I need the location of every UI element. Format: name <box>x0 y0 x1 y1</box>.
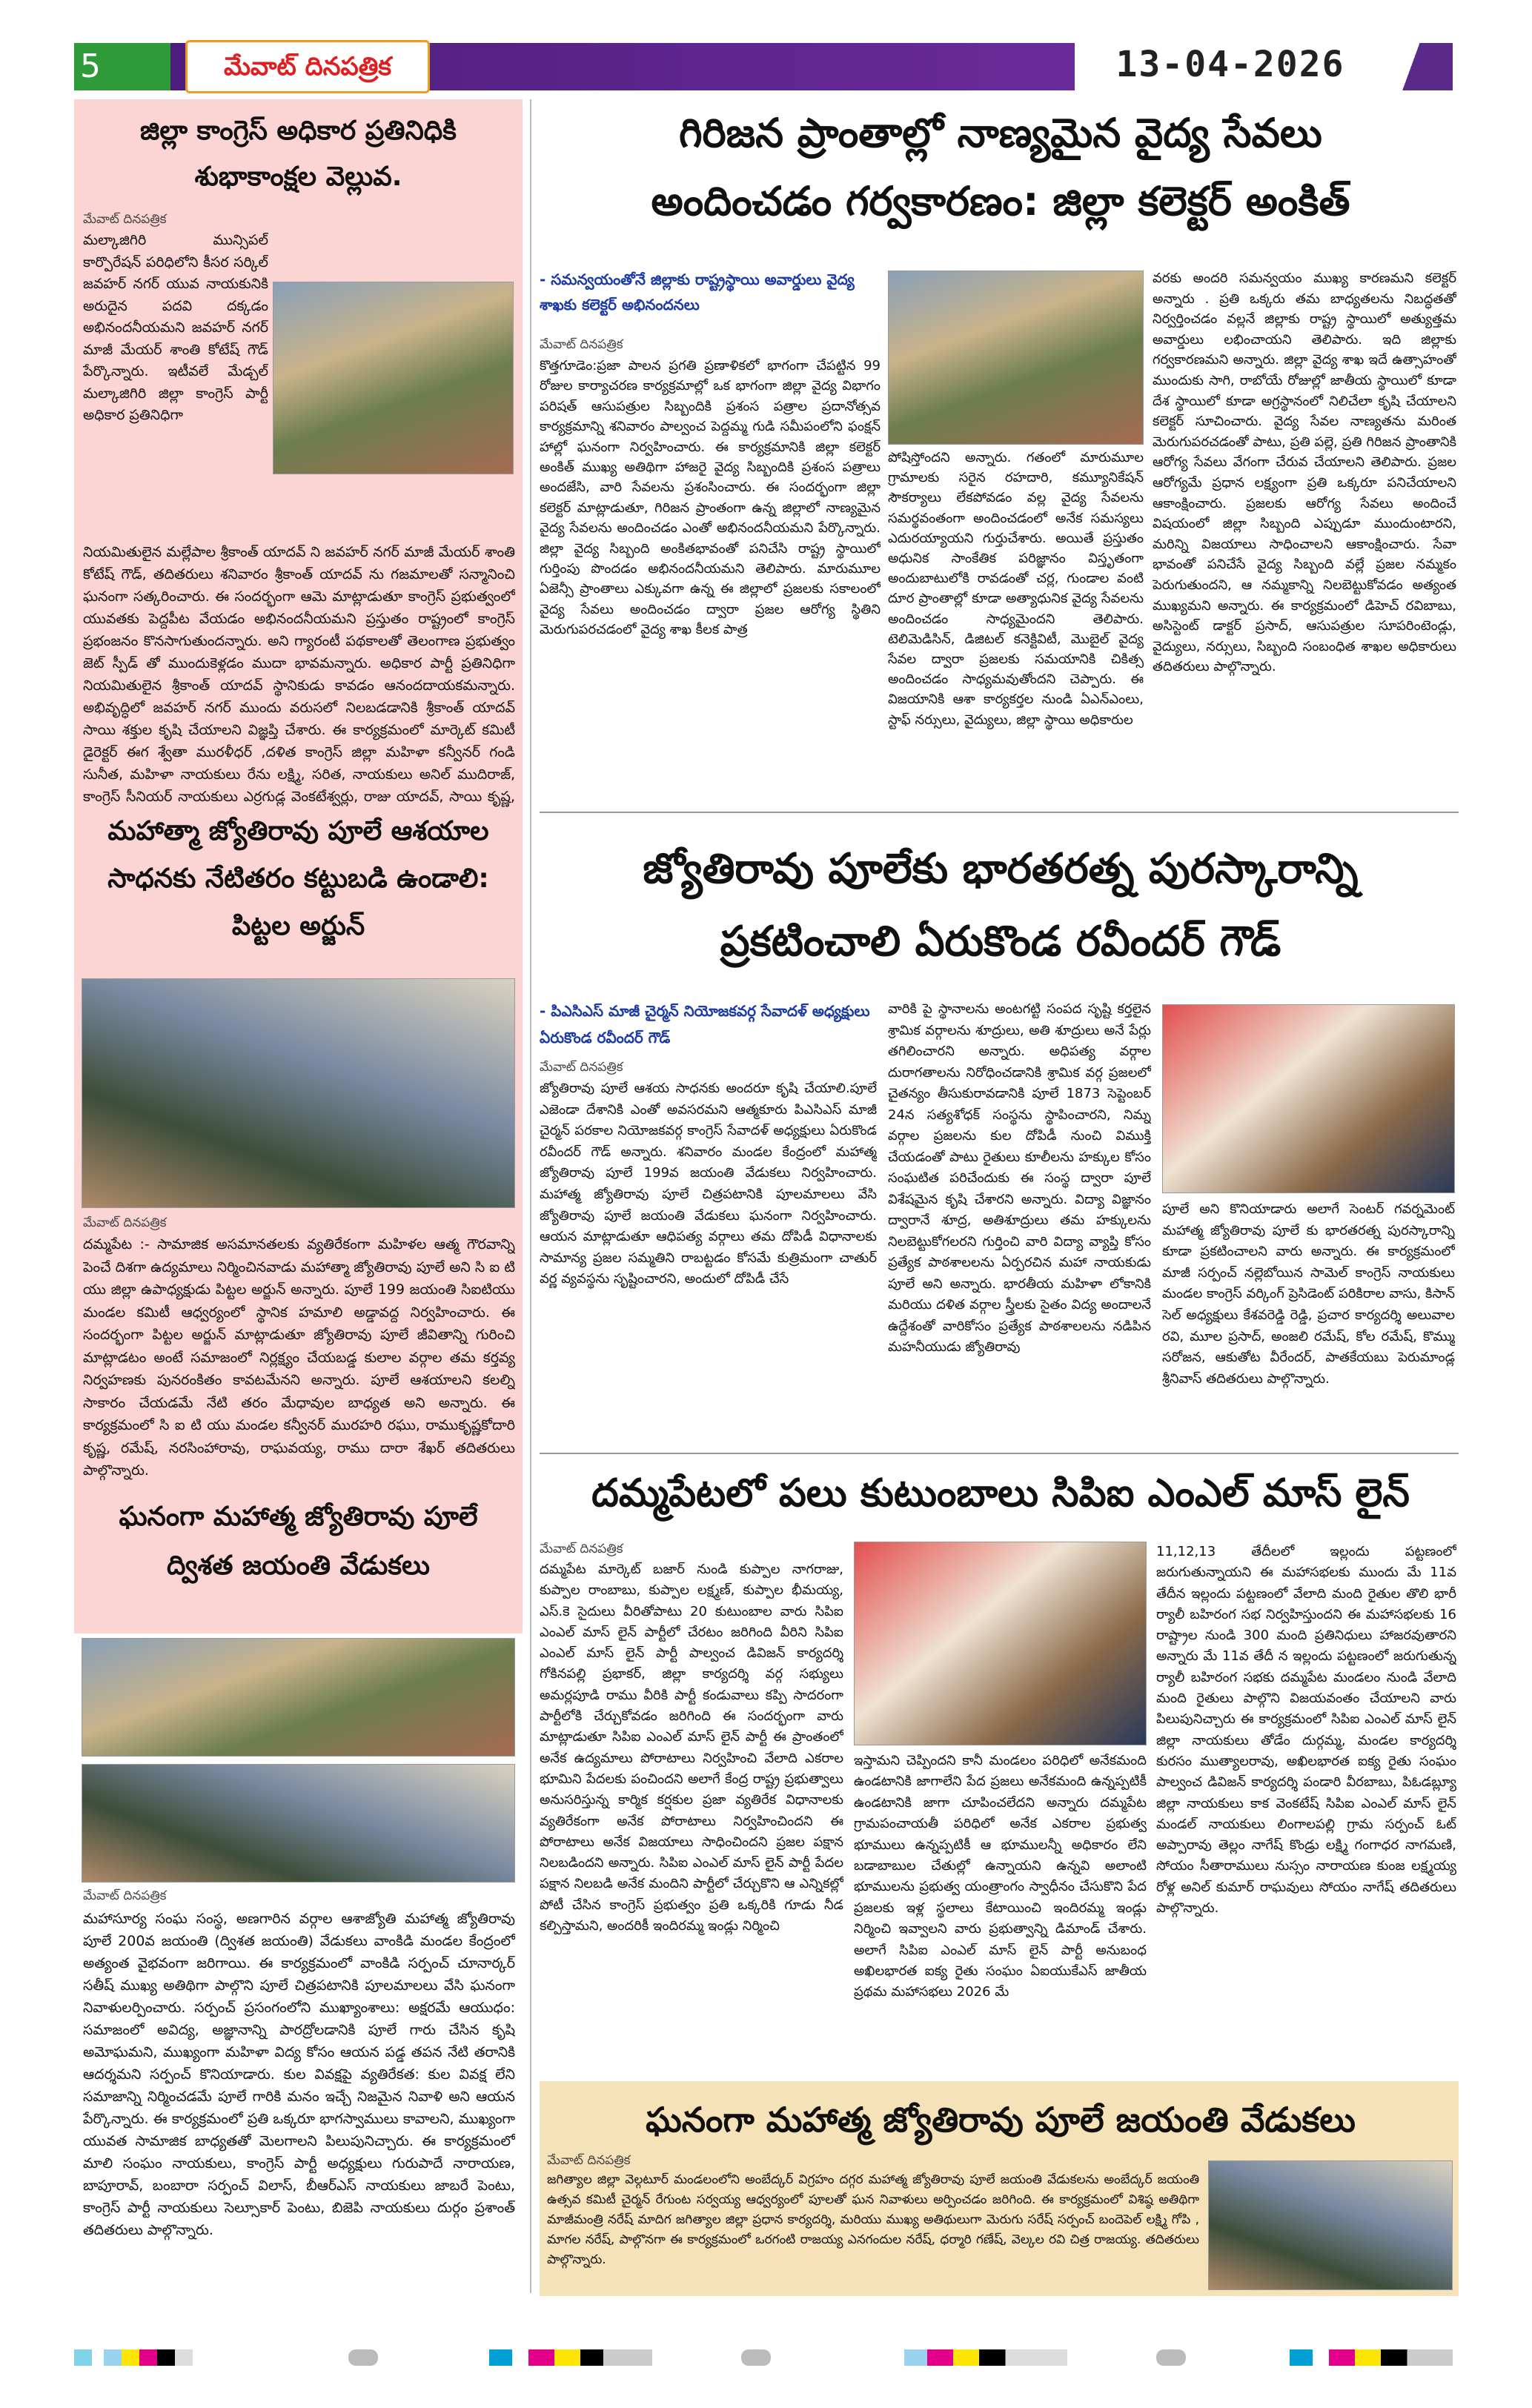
section-divider-2 <box>540 1453 1459 1454</box>
lead-byline: మేవాట్ దినపత్రిక <box>540 337 623 352</box>
jayanti-headline: ఘనంగా మహాత్మ జ్యోతిరావు పూలే జయంతి వేడుకలు <box>646 2100 1356 2140</box>
sidebar-story3-body: మహాసూర్య సంఘ సంస్థ, అణగారిన వర్గాల ఆశాజ్యోతి మహాత్మ జ్యోతిరావు పూలే 200వ జయంతి (ద్విశత జయంతి) వేడుకలు వాంకిడి మండల కేంద్రంలో అత్యంత వైభవంగా జరిగాయి. ఈ కార్యక్రమంలో వాంకిడి సర్పంచ్ చూనార్కర్ సతీష్ ముఖ్య అతిథిగా పాల్గొని పూలే చిత్రపటానికి పూలమాలలు వేసి ఘనంగా నివాళులర్పించారు. సర్పంచ్ ప్రసంగంలోని ముఖ్యాంశాలు: అక్షరమే ఆయుధం: సమాజంలో అవిద్య, అజ్ఞానాన్ని పారద్రోలడానికి పూలే గారు చేసిన కృషి అమోఘమని, ముఖ్యంగా మహిళా విద్య కోసం ఆయన పడ్డ తపన నేటి తరానికి ఆదర్శమని సర్పంచ్ కొనియాడారు. కుల వివక్షపై వ్యతిరేకత: కుల వివక్ష లేని సమాజాన్ని నిర్మించడమే పూలే గారికి మనం ఇచ్చే నిజమైన నివాళి అని ఆయన పేర్కొన్నారు. ఈ కార్యక్రమంలో ప్రతి ఒక్కరూ భాగస్వాములు కావాలని, ముఖ్యంగా యువత సామాజిక బాధ్యతతో మెలగాలని పిలుపునిచ్చారు. ఈ కార్యక్రమంలో మాలి సంఘం నాయకులు, కాంగ్రెస్ పార్టీ అధ్యక్షులు గురుపాదే నారాయణ, బాపూరావ్, బంబారా సర్పంచ్ విలాస్, బీఆర్ఎస్ నాయకులు జాబరే పెంటు, కాంగ్రెస్ పార్టీ నాయకులు సెల్సూకార్ పెంటు, బిజెపి నాయకులు దుర్గం ప్రశాంత్ తదితరులు పాల్గొన్నారు. <box>83 1911 515 2238</box>
cpi-headline: దమ్మపేటలో పలు కుటుంబాలు సిపిఐ ఎంఎల్ మాస్ లైన్ <box>591 1471 1410 1516</box>
bharatratna-headline-line2: ప్రకటించాలి ఏరుకొండ రవీందర్ గౌడ్ <box>720 918 1281 966</box>
column-divider <box>530 99 531 2293</box>
lead-subhead: - సమన్వయంతోనే జిల్లాకు రాష్ట్రస్థాయి అవార్డులు వైద్య శాఖకు కలెక్టర్ అభినందనలు <box>540 271 855 314</box>
sidebar-story1-byline: మేవాట్ దినపత్రిక <box>83 212 167 227</box>
bharatratna-subhead: - పిఎసిఎస్ మాజీ చైర్మన్ నియోజకవర్గ సేవాదళ్ అధ్యక్షులు ఏరుకొండ రవీందర్ గౌడ్ <box>540 1002 870 1047</box>
bharatratna-headline-line1: జ్యోతిరావు పూలేకు భారతరత్న పురస్కారాన్ని <box>643 845 1359 893</box>
page-number: 5 <box>80 47 101 85</box>
sidebar-story3-headline: ఘనంగా మహాత్మ జ్యోతిరావు పూలే ద్విశత జయంతి వేడుకలు <box>119 1502 478 1581</box>
sidebar-story1-photo <box>273 282 514 474</box>
sidebar-story2-body: దమ్మపేట :- సామాజిక అసమానతలకు వ్యతిరేకంగా మహిళల ఆత్మ గౌరవాన్ని పెంచే దిశగా ఉద్యమాలు నిర్మించినవాడు మహాత్మా జ్యోతిరావు పూలే అని సి ఐ టి యు జిల్లా ఉపాధ్యక్షుడు పిట్టల అర్జున్ అన్నారు. పూలే 199 జయంతి సిఐటియు మండల కమిటీ ఆధ్వర్యంలో స్థానిక హమాలి అడ్డావద్ద నిర్వహించారు. ఈ సందర్భంగా పిట్టల అర్జున్ మాట్లాడుతూ జ్యోతిరావు పూలే జీవితాన్ని గురించి మాట్లాడటం అంటే సమాజంలో నిర్లక్ష్యం చేయబడ్డ కులాల వర్గాల తమ కర్తవ్య నిర్వహణకు పునరంకితం కావటమేనని అన్నారు. పూలే ఆశయాలని కలల్ని సాకారం చేయడమే నేటి తరం మేధావుల బాధ్యత అని అన్నారు. ఈ కార్యక్రమంలో సి ఐ టి యు మండల కన్వీనర్ మురహరి రఘు, రాముకృష్ణకోదారి కృష్ణ, రమేష్, నరసింహారావు, రాఘవయ్య, రాము దారా శేఖర్ తదితరులు పాల్గొన్నారు. <box>83 1236 515 1479</box>
issue-date: 13-04-2026 <box>1075 39 1386 90</box>
registration-mark-3 <box>1156 2349 1186 2366</box>
jayanti-byline: మేవాట్ దినపత్రిక <box>547 2153 631 2168</box>
cpi-body-col3: 11,12,13 తేదీలలో ఇల్లందు పట్టణంలో జరుగుతున్నాయని ఈ మహాసభలకు ముందు మే 11వ తేదీన ఇల్లందు పట్టణంలో వేలాది మంది రైతుల తొలి భారీ ర్యాలీ బహిరంగ సభ నిర్వహిస్తుందని ఈ మహాసభలకు 16 రాష్ట్రాల నుండి 300 మంది ప్రతినిధులు హాజరవుతారని అన్నారు మే 11వ తేదీ న ఇల్లందు పట్టణంలో జరుగుతున్న ర్యాలీ బహిరంగ సభకు దమ్మపేట మండలం నుండి వేలాది మంది రైతులు పాల్గొని విజయవంతం చేయాలని వారు పిలుపునిచ్చారు ఈ కార్యక్రమంలో సిపిఐ ఎంఎల్ మాస్ లైన్ జిల్లా నాయకులు తోడేం దుర్గమ్మ, మండల కార్యదర్శి కురసం ముత్యాలరావు, అఖిలభారత ఐక్య రైతు సంఘం పాల్వంచ డివిజన్ కార్యదర్శి పండారి వీరబాబు, పిఓడబ్ల్యూ జిల్లా నాయకులు కాక వెంకటేష్ సిపిఐ ఎంఎల్ మాస్ లైన్ మండల్ నాయకులు లింగాలపల్లి గ్రామ సర్పంచ్ ఓట్ అప్పారావు తెల్లం నాగేష్ కొండ్రు లక్ష్మి గంగాధర నాగమణి, సోయం సీతారాములు నుస్సం నారాయణ కుంజ లక్ష్మయ్య రోళ్ల అనిల్ కుమార్ రాఘవులు సోయం నాగేష్ తదితరులు పాల్గొన్నారు. <box>1156 1544 1456 1917</box>
lead-headline-line2: అందించడం గర్వకారణం: జిల్లా కలెక్టర్ అంకిత్ <box>651 178 1350 225</box>
sidebar-story3-photo-1 <box>82 1638 515 1757</box>
color-bar-4 <box>1290 2349 1453 2366</box>
cpi-photo <box>854 1542 1147 1745</box>
sidebar-story2-headline: మహాత్మా జ్యోతిరావు పూలే ఆశయాల సాధనకు నేటితరం కట్టుబడి ఉండాలి: పిట్టల అర్జున్ <box>107 816 489 941</box>
cpi-body-col2: ఇస్తామని చెప్పిందని కానీ మండలం పరిధిలో అనేకమంది ఉండటానికి జాగాలేని పేద ప్రజలు అనేకమంది ఉన్నప్పటికీ ఉండటానికి జాగా చూపించలేదని అన్నారు దమ్మపేట గ్రామపంచాయతీ పరిధిలో అనేక ఎకరాల ప్రభుత్వ భూములు ఉన్నప్పటికీ ఆ భూములన్నీ అధికారం లేని బడాబాబుల చేతుల్లో ఉన్నాయని ఉన్నవి అలాంటి భూములను ప్రభుత్వ యంత్రాంగం స్వాధీనం చేసుకొని పేద ప్రజలకు ఇళ్ల స్థలాలు కేటాయించి ఇందిరమ్మ ఇండ్లు నిర్మించి ఇవ్వాలని వారు ప్రభుత్వాన్ని డిమాండ్ చేశారు. అలాగే సిపిఐ ఎంఎల్ మాస్ లైన్ పార్టీ అనుబంధ అఖిలభారత ఐక్య రైతు సంఘం ఏఐయుకేఎస్ జాతీయ ప్రథమ మహాసభలు 2026 మే <box>854 1753 1147 2000</box>
jayanti-body: జగిత్యాల జిల్లా వెల్గటూర్ మండలంలోని అంబేద్కర్ విగ్రహం దగ్గర మహాత్మ జ్యోతిరావు పూలే జయంతి వేడుకలను అంబేద్కర్ జయంతి ఉత్సవ కమిటీ చైర్మన్ రేగుంట సర్వయ్య ఆధ్వర్యంలో పూలతో ఘన నివాళులు అర్పించడం జరిగింది. ఈ కార్యక్రమంలో విశిష్ఠ అతిథిగా మాజీమంత్రి నరేష్ మాదిగ జగిత్యాల జిల్లా ప్రధాన కార్యదర్శి, మరియు ముఖ్య అతిథులుగా మెరుగు సరేష్ సర్పంచ్ బందెపెల్ లక్ష్మి గోపి , మాగల నరేష్, పాల్గొనగా ఈ కార్యక్రమంలో ఒరగంటి రాజయ్య ఎనగందుల నరేష్, ధర్మారి గణేష్, వెల్కల రవి చిత్ర రాజయ్య. తదితరులు పాల్గొన్నారు. <box>547 2172 1199 2267</box>
lead-headline-line1: గిరిజన ప్రాంతాల్లో నాణ్యమైన వైద్య సేవలు <box>679 110 1322 156</box>
lead-body-col1: కొత్తగూడెం:ప్రజా పాలన ప్రగతి ప్రణాళికలో భాగంగా చేపట్టిన 99 రోజుల కార్యాచరణ కార్యక్రమాల్లో ఒక భాగంగా జిల్లా వైద్య విభాగం పరిషత్ ఆసుపత్రుల సిబ్బందికి ప్రశంస పత్రాల ప్రదానోత్సవ కార్యక్రమాన్ని శనివారం పాల్వంచ పెద్దమ్మ గుడి సమీపంలోని ఫంక్షన్ హాల్లో ఘనంగా నిర్వహించారు. ఈ కార్యక్రమానికి జిల్లా కలెక్టర్ అంకిత్ ముఖ్య అతిథిగా హాజరై వైద్య సిబ్బందికి ప్రశంస పత్రాలు అందజేసి, వారి సేవలను ప్రశంసించారు. ఈ సందర్భంగా జిల్లా కలెక్టర్ మాట్లాడుతూ, గిరిజన ప్రాంతంగా ఉన్న జిల్లాలో నాణ్యమైన వైద్య సేవలను అందించడం ఎంతో అభినందనీయమని పేర్కొన్నారు. జిల్లా వైద్య సిబ్బంది అంకితభావంతో పనిచేసి రాష్ట్ర స్థాయిలో గుర్తింపు పొందడం అభినందనీయమని తెలిపారు. మారుమూల ఏజెన్సీ ప్రాంతాలు ఎక్కువగా ఉన్న ఈ జిల్లాలో ప్రజలకు సకాలంలో వైద్య సేవలు అందించడం ద్వారా ప్రజల ఆరోగ్య స్థితిని మెరుగుపరచడంలో వైద్య శాఖ కీలక పాత్ర <box>540 358 881 638</box>
section-divider-1 <box>540 812 1459 813</box>
lead-body-col2: పోషిస్తోందని అన్నారు. గతంలో మారుమూల గ్రామాలకు సరైన రహదారి, కమ్యూనికేషన్ సౌకర్యాలు లేకపోవడం వల్ల వైద్య సేవలను సమర్థవంతంగా అందించడంలో అనేక సమస్యలు ఎదురయ్యాయని గుర్తుచేశారు. అయితే ప్రస్తుతం అధునిక సాంకేతిక పరిజ్ఞానం విస్తృతంగా అందుబాటులోకి రావడంతో చర్ల, గుండాల వంటి దూర ప్రాంతాల్లో కూడా అత్యాధునిక వైద్య సేవలను అందించడం సాధ్యమైందని తెలిపారు. టెలిమెడిసిన్, డిజిటల్ కనెక్టివిటీ, మొబైల్ వైద్య సేవల ద్వారా ప్రజలకు సమయానికి చికిత్స అందించడం సాధ్యమవుతోందని చెప్పారు. ఈ విజయానికి ఆశా కార్యకర్తల నుండి ఏఎన్ఎంలు, స్టాఫ్ నర్సులు, వైద్యులు, జిల్లా స్థాయి అధికారుల <box>888 450 1144 728</box>
registration-mark-2 <box>741 2349 771 2366</box>
bharatratna-body-col3: పూలే అని కొనియాడారు అలాగే సెంటర్ గవర్నమెంట్ మహాత్మ జ్యోతిరావు పూలే కు భారతరత్న పురస్కారాన్ని కూడా ప్రకటించాలని వారు అన్నారు. ఈ కార్యక్రమంలో మాజీ సర్పంచ్ నల్లెబోయిన సామెల్ కాంగ్రెస్ నాయకులు మండల కాంగ్రెస్ వర్కింగ్ ప్రెసిడెంట్ పరికిరాల వాసు, కిసాన్ సెల్ అధ్యక్షులు కేశవరెడ్డి రెడ్డి, ప్రచార కార్యదర్శి అలువాల రవి, మూల ప్రసాద్, అంజలి రమేష్, కోల రమేష్, కొమ్ము సరోజన, ఆకుతోట వీరేందర్, పాతకేయబు పెరుమాండ్ల శ్రీనివాస్ తదితరులు పాల్గొన్నారు. <box>1162 1201 1455 1387</box>
sidebar-story3-byline: మేవాట్ దినపత్రిక <box>83 1888 167 1903</box>
sidebar-story1-lead: మల్కాజిగిరి మున్సిపల్ కార్పొరేషన్ పరిధిలోని కీసర సర్కిల్ జవహర్ నగర్ యువ నాయకునికి అరుదైన పదవి దక్కడం అభినందనీయమని జవహర్ నగర్ మాజీ మేయర్ శాంతి కోటేష్ గౌడ్ పేర్కొన్నారు. ఇటీవలే మేడ్చల్ మల్కాజిగిరి జిల్లా కాంగ్రెస్ పార్టీ అధికార ప్రతినిధిగా <box>83 232 268 423</box>
bharatratna-photo <box>1162 1004 1455 1193</box>
bharatratna-byline: మేవాట్ దినపత్రిక <box>540 1060 623 1075</box>
lead-body-col3: వరకు అందరి సమన్వయం ముఖ్య కారణమని కలెక్టర్ అన్నారు . ప్రతి ఒక్కరు తమ బాధ్యతలను నిబద్ధతతో నిర్వర్తించడం వల్లనే జిల్లాకు రాష్ట్ర స్థాయిలో అత్యుత్తమ అవార్డులు లభించాయని తెలిపారు. ఇది జిల్లాకు గర్వకారణమని అన్నారు. జిల్లా వైద్య శాఖ ఇదే ఉత్సాహంతో ముందుకు సాగి, రాబోయే రోజుల్లో జాతీయ స్థాయిలో కూడా దేశ స్థాయిలో కూడా అగ్రస్థానంలో నిలిచేలా కృషి చేయాలని కలెక్టర్ సూచించారు. వైద్య సేవల నాణ్యతను మరింత మెరుగుపరచడంతో పాటు, ప్రతి పల్లె, ప్రతి గిరిజన ప్రాంతానికి ఆరోగ్య సేవలు వేగంగా చేరువ చేయాలని తెలిపారు. ప్రజల ఆరోగ్యమే ప్రధాన లక్ష్యంగా ప్రతి ఒక్కరూ పనిచేయాలని ఆకాంక్షించారు. ప్రజలకు ఆరోగ్య సేవలు అందించే విషయంలో జిల్లా సిబ్బంది ఎప్పుడూ ముందుంటారని, మరిన్ని విజయాలు సాధించాలని ఆకాంక్షించారు. సేవా భావంతో పనిచేసే వైద్య సిబ్బంది వల్లే ప్రజల నమ్మకం పెరుగుతుందని, ఆ నమ్మకాన్ని నిలబెట్టుకోవడం అత్యంత ముఖ్యమని అన్నారు. ఈ కార్యక్రమంలో డిహెచ్ రవిబాబు, అసిస్టెంట్ డాక్టర్ ప్రసాద్, ఆసుపత్రుల సూపరింటెండ్లు, వైద్యులు, నర్సులు, సిబ్బంది సంబంధిత శాఖల అధికారులు తదితరులు పాల్గొన్నారు. <box>1153 271 1456 675</box>
masthead-logo: మేవాట్ దినపత్రిక <box>185 40 430 93</box>
sidebar-story2-photo <box>82 978 515 1208</box>
lead-photo <box>888 271 1144 445</box>
sidebar-story1-headline: జిల్లా కాంగ్రెస్ అధికార ప్రతినిధికి శుభాకాంక్షల వెల్లువ. <box>140 116 457 192</box>
sidebar-story2-byline: మేవాట్ దినపత్రిక <box>83 1215 167 1230</box>
color-bar-2 <box>489 2349 652 2366</box>
sidebar-story1-body: నియమితులైన మల్లేపాల శ్రీకాంత్ యాదవ్ ని జవహర్ నగర్ మాజీ మేయర్ శాంతి కోటేష్ గౌడ్, తదితరులు శనివారం శ్రీకాంత్ యాదవ్ ను గజమాలతో సన్మానించి ఘనంగా సత్కరించారు. ఈ సందర్భంగా ఆమె మాట్లాడుతూ కాంగ్రెస్ ప్రభుత్వంలో యువతకు పెద్దపీట వేయడం అభినందనీయమని ప్రస్తుతం రాష్ట్రంలో కాంగ్రెస్ ప్రభంజనం కొనసాగుతుందన్నారు. అని గ్యారంటీ పథకాలతో తెలంగాణ ప్రభుత్వం జెట్ స్పీడ్ తో ముందుకెళ్లడం ముదా భావమన్నారు. అధికార పార్టీ ప్రతినిధిగా నియమితులైన శ్రీకాంత్ యాదవ్ స్థానికుడు కావడం ఆనందదాయకమన్నారు. అభివృద్ధిలో జవహర్ నగర్ ముందు వరుసలో నిలబడడానికి శ్రీకాంత్ యాదవ్ సాయి శక్తుల కృషి చేయాలని విజ్ఞప్తి చేశారు. ఈ కార్యక్రమంలో మార్కెట్ కమిటీ డైరెక్టర్ ఈగ శ్వేతా మురళీధర్ ,దళిత కాంగ్రెస్ జిల్లా మహిళా కన్వీనర్ గండి సునీత, మహిళా నాయకులు రేను లక్ష్మి, సరిత, నాయకులు అనిల్ ముదిరాజ్, కాంగ్రెస్ సీనియర్ నాయకులు ఎర్రగుడ్ల వెంకటేశ్వర్లు, రాజు యాదవ్, సాయి కృష్ణ, <box>83 544 515 805</box>
cpi-byline: మేవాట్ దినపత్రిక <box>540 1542 623 1556</box>
cpi-body-col1: దమ్మపేట మార్కెట్ బజార్ నుండి కుప్పాల నాగరాజు, కుప్పాల రాంబాబు, కుప్పాల లక్ష్మణ్, కుప్పాల భీమయ్య, ఎస్.కె సైదులు వీరితోపాటు 20 కుటుంబాల వారు సిపిఐ ఎంఎల్ మాస్ లైన్ పార్టీలో చేరటం జరిగింది వీరిని సిపిఐ ఎంఎల్ మాస్ లైన్ పార్టీ పాల్వంచ డివిజన్ కార్యదర్శి గోకినపల్లి ప్రభాకర్, జిల్లా కార్యదర్శి వర్గ సభ్యులు అమర్లపూడి రాము వీరికి పార్టీ కండువాలు కప్పి సాదరంగా పార్టీలోకి చేర్చుకోవడం జరిగింది ఈ సందర్భంగా వారు మాట్లాడుతూ సిపిఐ ఎంఎల్ మాస్ లైన్ పార్టీ ఈ ప్రాంతంలో అనేక ఉద్యమాలు పోరాటాలు నిర్వహించి వేలాది ఎకరాల భూమిని పేదలకు పంచిందని అలాగే కేంద్ర రాష్ట్ర ప్రభుత్వాలు అనుసరిస్తున్న కార్మిక కర్షకుల ప్రజా వ్యతిరేక విధానాలకు వ్యతిరేకంగా అనేక పోరాటాలు నిర్వహించిందని ఈ పోరాటాలు అనేక విజయాలు సాధించిందని ప్రజల పక్షాన నిలబడిందని అన్నారు. సిపిఐ ఎంఎల్ మాస్ లైన్ పార్టీ పేదల పక్షాన నిలబడి అనేక మందిని పార్టీలో చేర్చుకొని ఆ ఎన్నికల్లో పోటీ చేసిన కాంగ్రెస్ ప్రభుత్వం ప్రతి ఒక్కరికి గూడు నీడ కల్పిస్తామని, అందరికీ ఇందిరమ్మ ఇండ్లు నిర్మించి <box>540 1562 843 1934</box>
registration-mark-1 <box>348 2349 378 2366</box>
header-tail-decoration <box>1379 43 1453 90</box>
bharatratna-body-col2: వారికి పై స్థానాలను అంటగట్టి సంపద సృష్టి కర్తలైన శ్రామిక వర్గాలను శూద్రులు, అతి శూద్రులు అనే పేర్లు తగిలించారని అన్నారు. అధిపత్య వర్గాల దురాగతాలను నిరోధించడానికి శ్రామిక వర్గ ప్రజలలో చైతన్యం తీసుకురావడానికి పూలే 1873 సెప్టెంబర్ 24న సత్యశోధక్ సంస్థను స్థాపించారని, నిమ్న వర్గాల ప్రజలను కుల దోపిడీ నుంచి విముక్తి చేయడంతో పాటు రైతులు కూలీలను హక్కుల కోసం సంఘటిత పరిచేందుకు ఈ సంస్థ ద్వారా పూలే విశేషమైన కృషి చేశారని అన్నారు. విద్యా విజ్ఞానం ద్వారానే శూద్ర, అతిశూద్రులు తమ హక్కులను నిలబెట్టుకోగలరని గుర్తించి వారి విద్యా వ్యాప్తి కోసం ప్రత్యేక పాఠశాలలను ఏర్పరచిన మహా నాయకుడు పూలే అని అన్నారు. భారతీయ మహిళా లోకానికి మరియు దళిత వర్గాల స్త్రీలకు సైతం విద్య అందాలనే ఉద్దేశంతో వారికోసం ప్రత్యేక పాఠశాలలను నడిపిన మహనీయుడు జ్యోతిరావు <box>888 1001 1151 1355</box>
color-bar-1 <box>74 2349 222 2366</box>
sidebar-story3-photo-2 <box>82 1764 515 1883</box>
jayanti-photo <box>1208 2160 1453 2290</box>
bharatratna-body-col1: జ్యోతిరావు పూలే ఆశయ సాధనకు అందరూ కృషి చేయాలి.పూలే ఎజెండా దేశానికి ఎంతో అవసరమని ఆత్మకూరు పిఎసిఎస్ మాజీ చైర్మన్ పరకాల నియోజకవర్గ కాంగ్రెస్ సేవాదళ్ అధ్యక్షులు ఏరుకొండ రవీందర్ గౌడ్ అన్నారు. శనివారం మండల కేంద్రంలో మహాత్మ జ్యోతిరావు పూలే 199వ జయంతి వేడుకలు నిర్వహించారు. మహాత్మ జ్యోతిరావు పూలే చిత్రపటానికి పూలమాలలు వేసి జ్యోతిరావు పూలే జయంతి వేడుకలు ఘనంగా నిర్వహించారు. ఆయన మాట్లాడుతూ ఆధిపత్య వర్గాలు తమ దోపిడీ విధానాలకు సామాన్య ప్రజల సమ్మతిని రాబట్టడం కోసమే కుత్రిమంగా చాతుర్ వర్ణ వ్యవస్థను సృష్టించారని, అందులో దోపిడీ చేసే <box>540 1081 877 1287</box>
color-bar-3 <box>904 2349 1067 2366</box>
